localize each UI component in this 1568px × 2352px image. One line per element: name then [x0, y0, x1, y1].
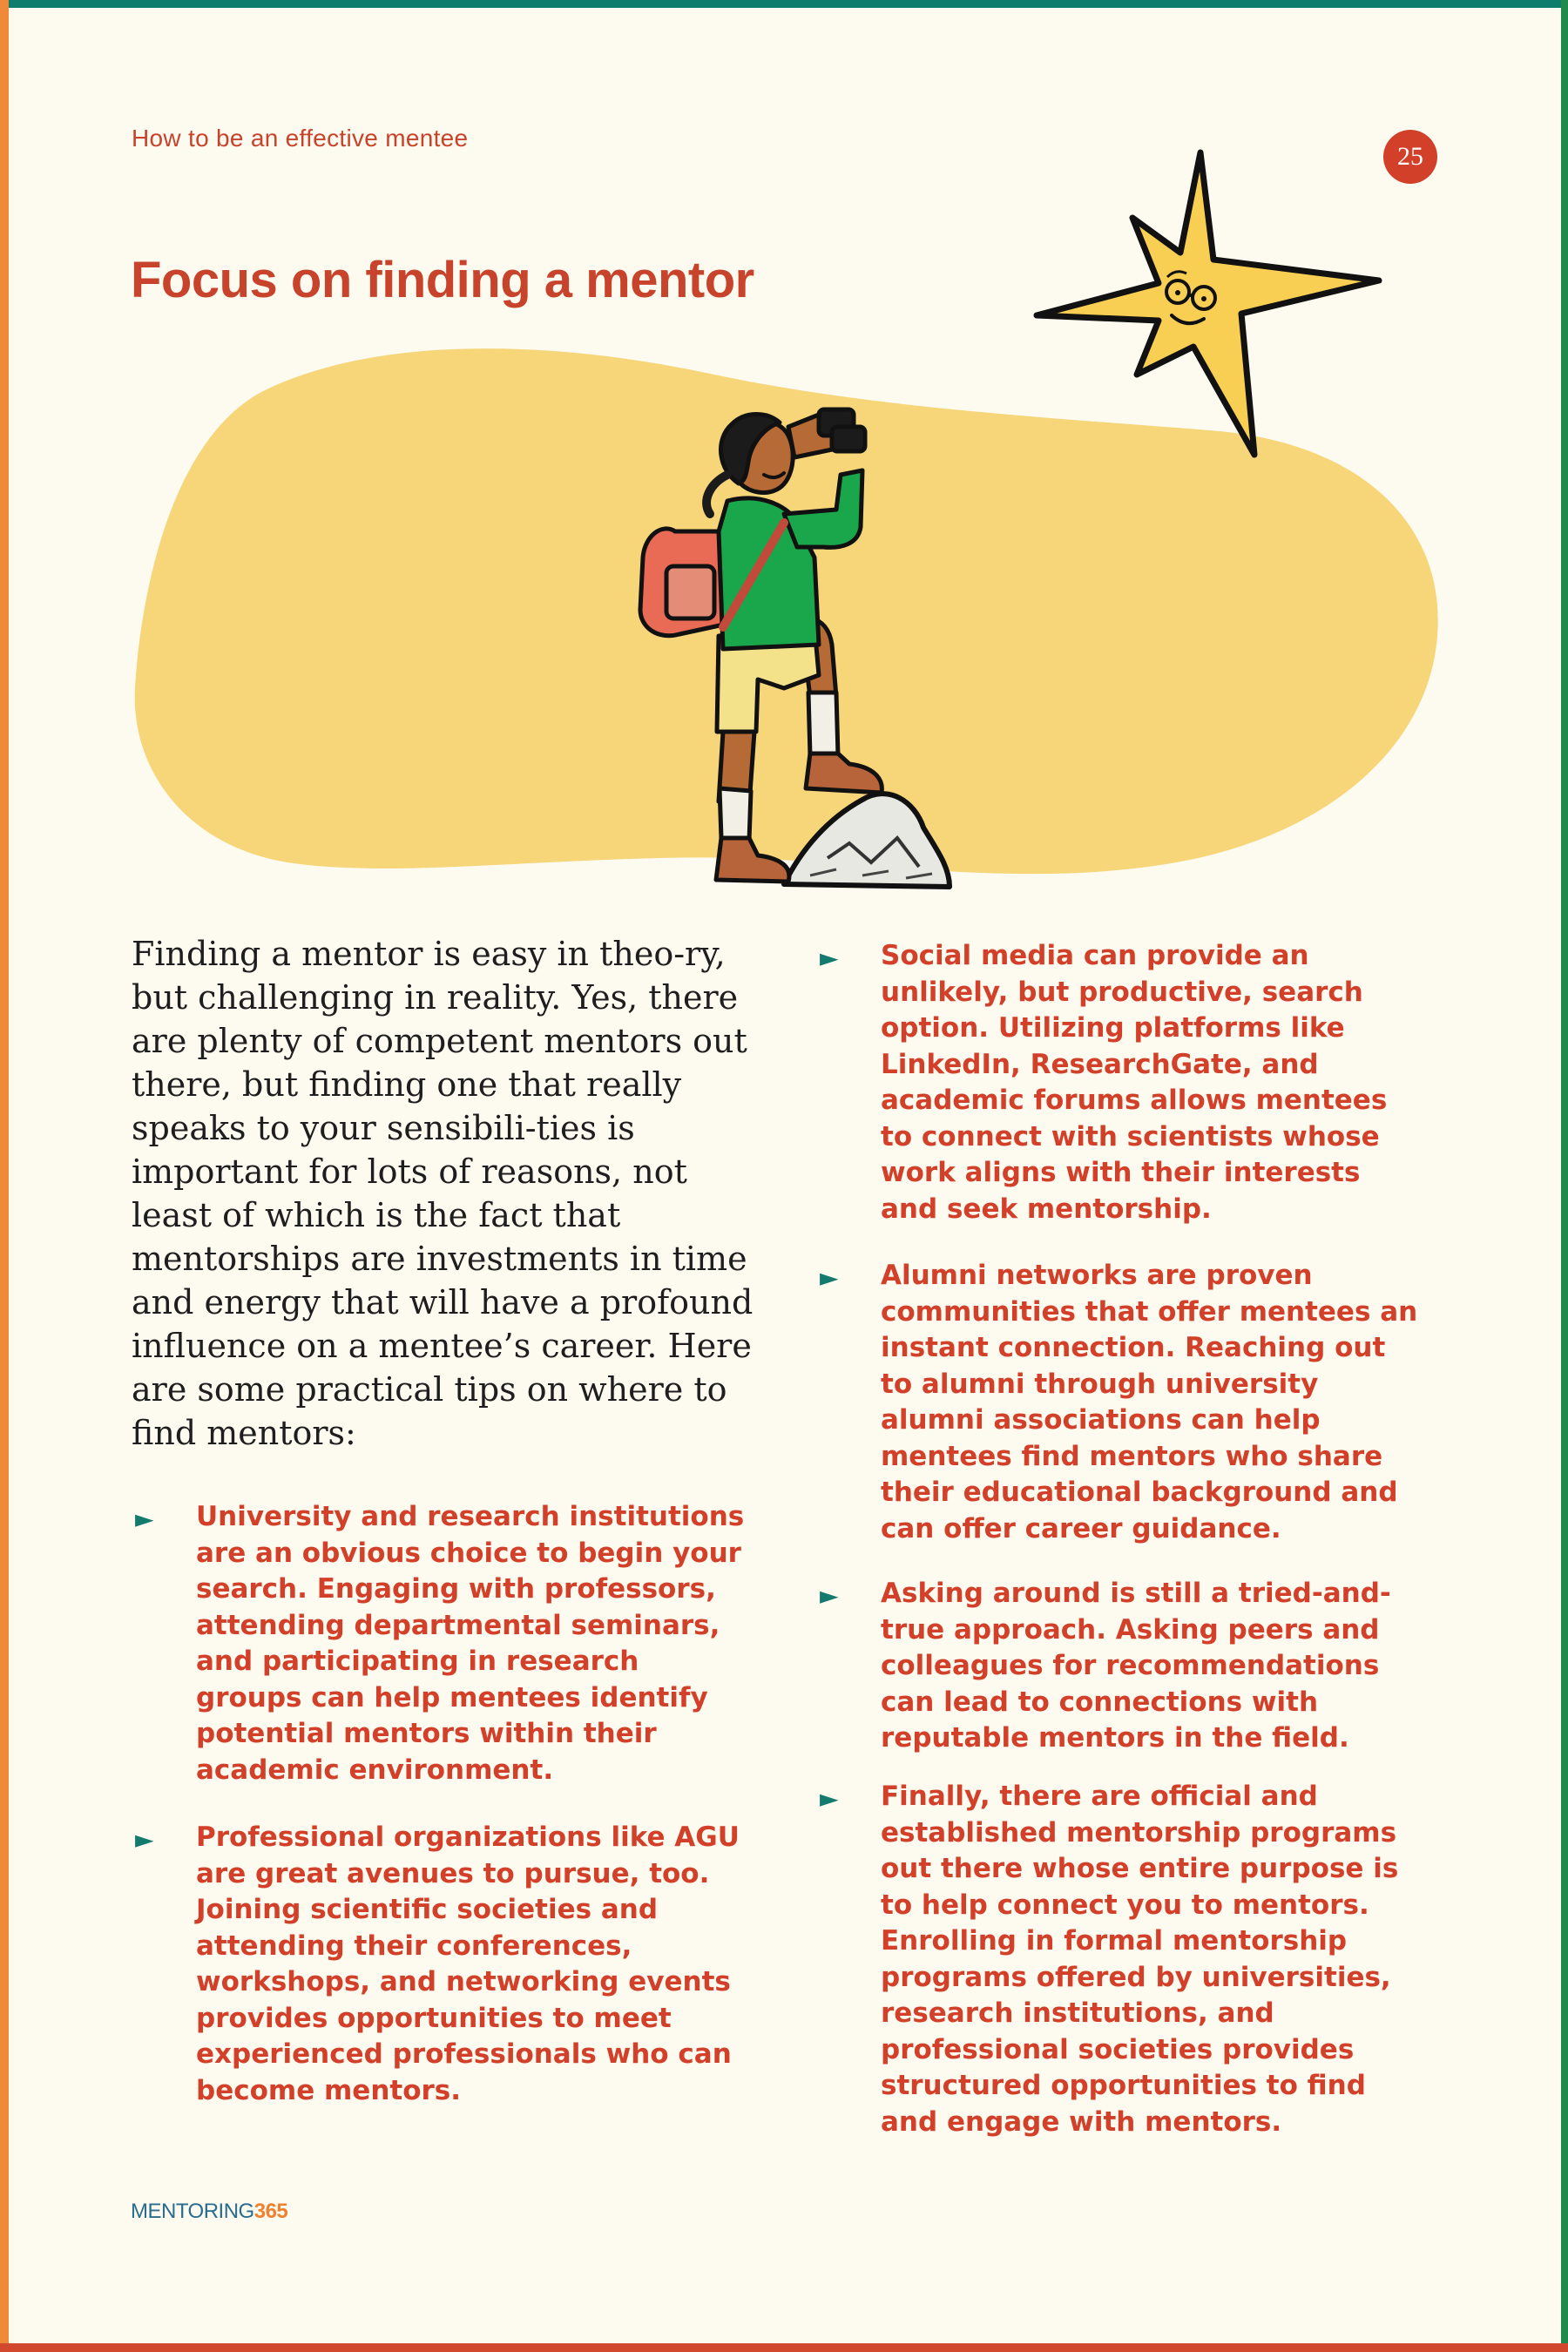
tip-text: Asking around is still a tried-and-true approach. Asking peers and colleagues for recommendations can lead to connections with reputable mentors in the field. — [881, 1578, 1391, 1754]
tip-text: Finally, there are official and established mentorship programs out there whose entire purpose is to help connect you to mentors. Enrolling in formal mentorship programs offered by universities, research institutions, and professional societies provides structured opportunities to find and engage with mentors. — [881, 1781, 1399, 2138]
bottom-border — [0, 2343, 1568, 2352]
page-number-badge: 25 — [1383, 130, 1437, 184]
logo-text-365: 365 — [253, 2200, 288, 2223]
tip-item-asking-around — [820, 1576, 1421, 1757]
logo-text-mentoring: MENTORING — [131, 2200, 254, 2223]
mentoring365-logo — [131, 2200, 287, 2224]
tip-item-social-media — [820, 938, 1421, 1227]
bullet-arrow-icon: ► — [820, 943, 839, 972]
tip-text: University and research institutions are an obvious choice to begin your search. Engaging with professors, attending departmental seminars, and participating in research groups can help mentees identify potential mentors within their academic environment. — [196, 1501, 745, 1786]
tip-item-professional-organizations — [135, 1820, 754, 2109]
intro-paragraph: Finding a mentor is easy in theo-ry, but challenging in reality. Yes, there are plenty of competent mentors out there, but finding one that really speaks to your sensibili-ties is important for lots of reasons, not least of which is the fact that mentorships are investments in time and energy that will have a profound influence on a mentee’s career. Here are some practical tips on where to find mentors: — [132, 935, 754, 1452]
bullet-arrow-icon: ► — [820, 1784, 839, 1813]
running-head: How to be an effective mentee — [132, 125, 469, 152]
tip-item-university — [135, 1499, 754, 1788]
tip-item-alumni — [820, 1258, 1421, 1547]
tip-item-mentorship-programs — [820, 1779, 1421, 2140]
bullet-arrow-icon: ► — [135, 1825, 154, 1854]
tip-text: Social media can provide an unlikely, but productive, search option. Utilizing platforms like LinkedIn, ResearchGate, and academic forums allows mentees to connect with scientists whose work aligns with their interests and seek mentorship. — [881, 940, 1388, 1225]
smiling-star-with-glasses-icon — [1037, 152, 1379, 455]
tip-text: Alumni networks are proven communities that offer mentees an instant connection. Reaching out to alumni through university alumni associations can help mentees find mentors who share their educational background and can offer career guidance. — [881, 1260, 1418, 1544]
bullet-arrow-icon: ► — [820, 1263, 839, 1292]
bullet-arrow-icon: ► — [820, 1581, 839, 1610]
page-title: Focus on finding a mentor — [131, 252, 754, 308]
tip-text: Professional organizations like AGU are great avenues to pursue, too. Joining scientific societies and attending their conferences, workshops, and networking events provides opportunities to meet experienced professionals who can become mentors. — [196, 1821, 740, 2106]
hiker-illustration — [0, 0, 1568, 923]
bullet-arrow-icon: ► — [135, 1504, 154, 1533]
